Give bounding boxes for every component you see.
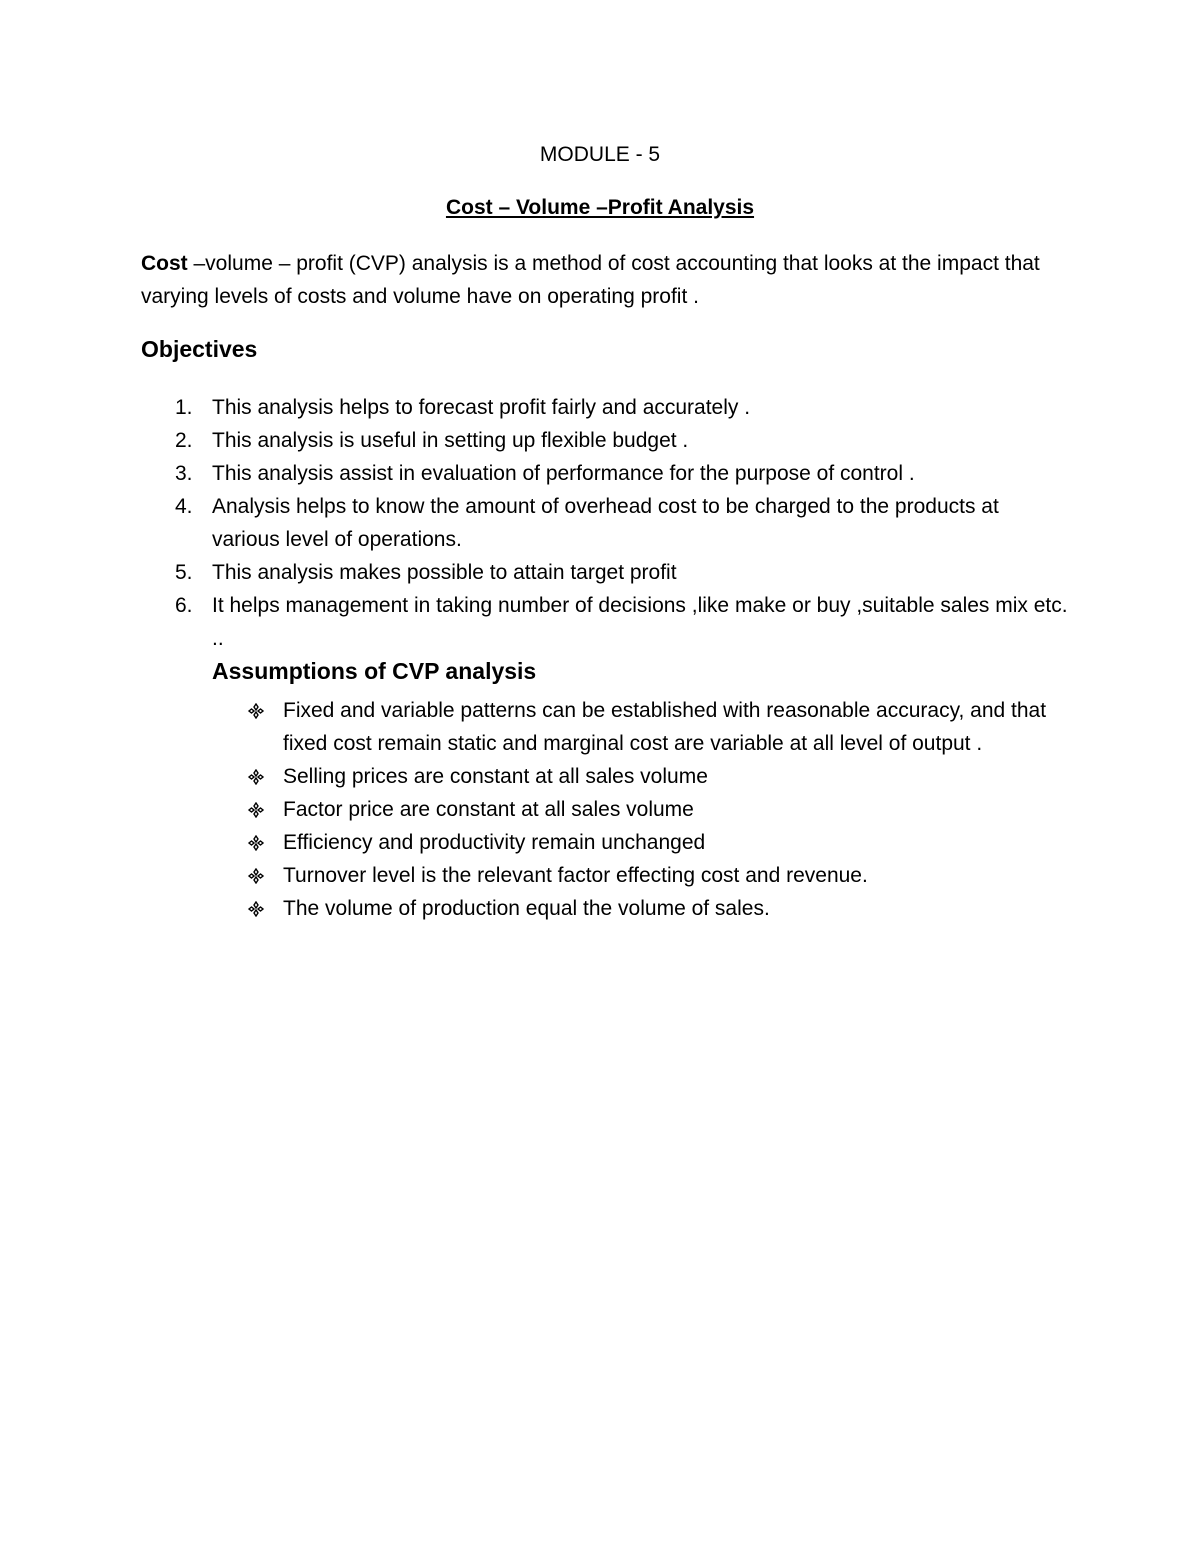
- objective-item: [0, 424, 1072, 457]
- assumption-text: The volume of production equal the volume of sales.: [283, 897, 770, 920]
- assumptions-heading: Assumptions of CVP analysis: [212, 658, 537, 684]
- objective-text: This analysis helps to forecast profit fairly and accurately .: [212, 396, 751, 419]
- objective-text: Analysis helps to know the amount of overhead cost to be charged to the products at various level of operations.: [212, 495, 999, 551]
- objective-item: [0, 457, 1072, 490]
- assumption-item: [0, 760, 1073, 793]
- objective-text: This analysis assist in evaluation of performance for the purpose of control .: [212, 462, 915, 485]
- assumption-text: Factor price are constant at all sales volume: [283, 798, 694, 821]
- objectives-list: [0, 391, 1200, 655]
- assumption-item: [0, 694, 1073, 760]
- assumptions-list: [0, 694, 1200, 925]
- objective-text: This analysis makes possible to attain target profit: [212, 561, 677, 584]
- objective-number: 4.: [175, 495, 193, 518]
- module-title: MODULE - 5: [539, 143, 661, 166]
- four-diamond-bullet-icon: [246, 769, 266, 785]
- intro-bold-lead: Cost: [141, 252, 188, 275]
- objectives-heading: Objectives: [141, 336, 258, 362]
- assumption-item: [0, 892, 1073, 925]
- assumption-item: [0, 859, 1073, 892]
- objective-number: 3.: [175, 462, 193, 485]
- four-diamond-bullet-icon: [246, 802, 266, 818]
- four-diamond-bullet-icon: [246, 901, 266, 917]
- objective-item: [0, 589, 1072, 655]
- objective-number: 5.: [175, 561, 193, 584]
- four-diamond-bullet-icon: [246, 703, 266, 719]
- assumption-text: Turnover level is the relevant factor effecting cost and revenue.: [283, 864, 868, 887]
- assumption-text: Selling prices are constant at all sales volume: [283, 765, 708, 788]
- objective-text: This analysis is useful in setting up flexible budget .: [212, 429, 689, 452]
- assumption-item: [0, 793, 1073, 826]
- objective-number: 1.: [175, 396, 193, 419]
- intro-paragraph: [141, 247, 1041, 313]
- objective-item: [0, 556, 1072, 589]
- document-title: Cost – Volume –Profit Analysis: [445, 196, 755, 219]
- assumption-text: Efficiency and productivity remain unchanged: [283, 831, 706, 854]
- assumption-text: Fixed and variable patterns can be established with reasonable accuracy, and that fixed cost remain static and marginal cost are variable at all level of output .: [283, 699, 1047, 755]
- objective-item: [0, 391, 1072, 424]
- objective-item: [0, 490, 1072, 556]
- assumption-item: [0, 826, 1073, 859]
- objective-number: 6.: [175, 594, 193, 617]
- four-diamond-bullet-icon: [246, 868, 266, 884]
- objective-number: 2.: [175, 429, 193, 452]
- objective-text: It helps management in taking number of decisions ,like make or buy ,suitable sales mix etc. ..: [212, 594, 1068, 650]
- four-diamond-bullet-icon: [246, 835, 266, 851]
- intro-text: –volume – profit (CVP) analysis is a method of cost accounting that looks at the impact that varying levels of costs and volume have on operating profit .: [141, 252, 1040, 308]
